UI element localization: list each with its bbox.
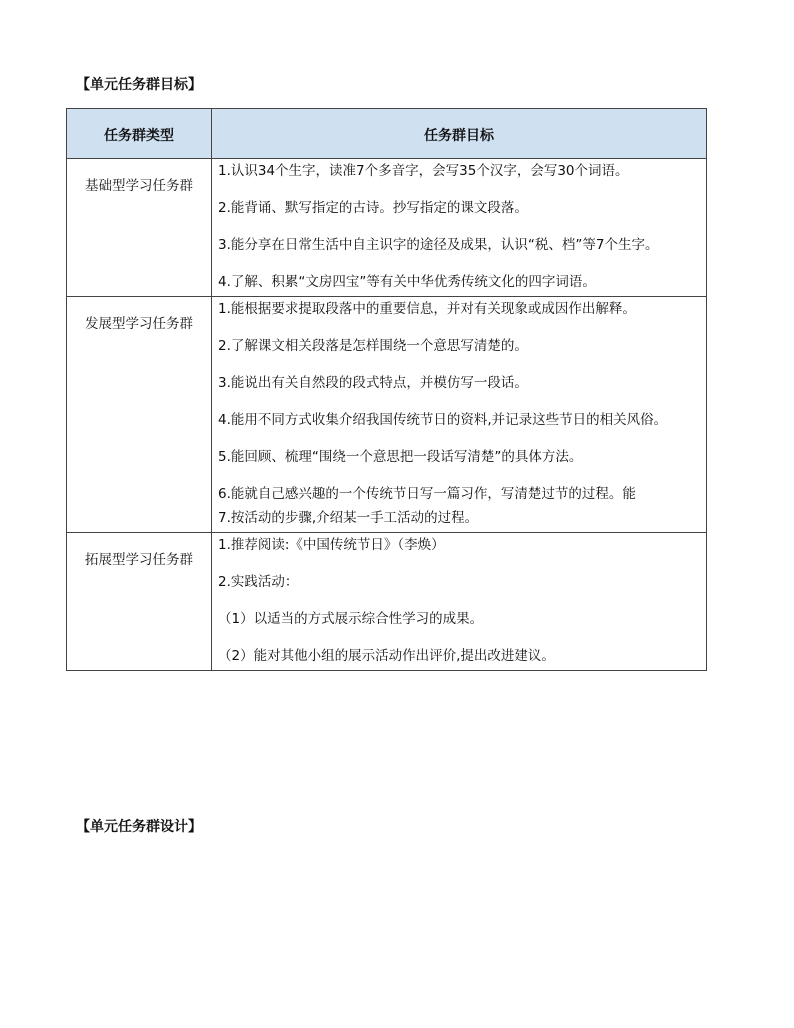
- section-heading-design: 【单元任务群设计】: [76, 819, 202, 835]
- column-header-type: 任务群类型: [67, 109, 212, 159]
- task-type-cell: 基础型学习任务群: [67, 159, 212, 297]
- section-heading-goals: 【单元任务群目标】: [76, 77, 202, 93]
- task-type-cell: 发展型学习任务群: [67, 297, 212, 533]
- table-row-extension: [67, 533, 707, 671]
- table-header-row: [67, 109, 707, 159]
- goal-list-cell: [212, 533, 707, 671]
- goal-item: 4.能用不同方式收集介绍我国传统节日的资料,并记录这些节日的相关风俗。: [218, 412, 668, 428]
- table-row-basic: [67, 159, 707, 297]
- goal-item: 6.能就自己感兴趣的一个传统节日写一篇习作，写清楚过节的过程。能: [218, 486, 636, 502]
- goal-item: 1.认识34个生字，读准7个多音字，会写35个汉字，会写30个词语。: [218, 163, 629, 179]
- goal-item: 2.能背诵、默写指定的古诗。抄写指定的课文段落。: [218, 200, 528, 216]
- task-group-goals-table: [66, 108, 707, 671]
- goal-list-cell: [212, 297, 707, 533]
- table-row-development: [67, 297, 707, 533]
- goal-item: 7.按活动的步骤,介绍某一手工活动的过程。: [218, 510, 479, 526]
- goal-item: 3.能分享在日常生活中自主识字的途径及成果，认识“税、档”等7个生字。: [218, 237, 659, 253]
- goal-item: 1.能根据要求提取段落中的重要信息，并对有关现象或成因作出解释。: [218, 301, 636, 317]
- goal-item: 1.推荐阅读:《中国传统节日》（李焕）: [218, 537, 445, 553]
- goal-item: 3.能说出有关自然段的段式特点，并模仿写一段话。: [218, 375, 528, 391]
- goal-item: （2）能对其他小组的展示活动作出评价,提出改进建议。: [218, 648, 555, 664]
- column-header-goal: 任务群目标: [212, 109, 707, 159]
- goal-item: （1）以适当的方式展示综合性学习的成果。: [218, 611, 484, 627]
- goal-list-cell: [212, 159, 707, 297]
- goal-item: 4.了解、积累“文房四宝”等有关中华优秀传统文化的四字词语。: [218, 274, 596, 290]
- task-type-cell: 拓展型学习任务群: [67, 533, 212, 671]
- goal-item: 5.能回顾、梳理“围绕一个意思把一段话写清楚”的具体方法。: [218, 449, 583, 465]
- goal-item: 2.实践活动：: [218, 574, 299, 590]
- goal-item: 2.了解课文相关段落是怎样围绕一个意思写清楚的。: [218, 338, 528, 354]
